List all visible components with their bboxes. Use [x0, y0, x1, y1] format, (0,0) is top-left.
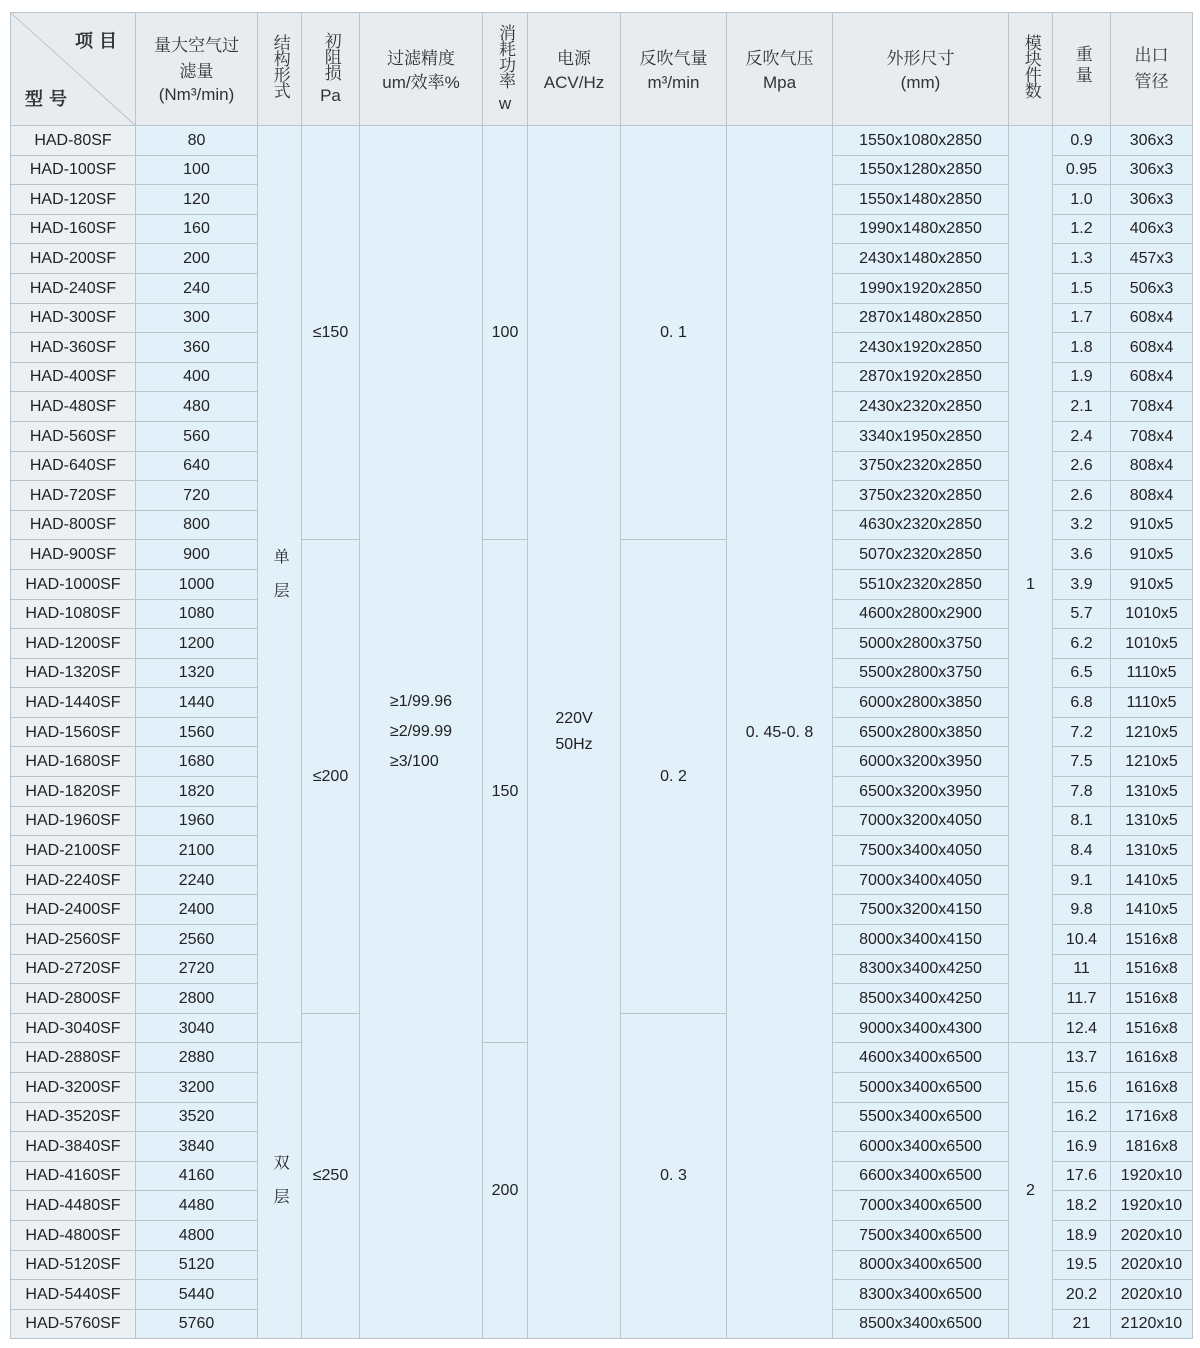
cell-weight: 18.9: [1053, 1220, 1111, 1250]
cell-flow: 2560: [136, 925, 258, 955]
cell-size: 3340x1950x2850: [833, 421, 1009, 451]
cell-weight: 16.2: [1053, 1102, 1111, 1132]
merged-resistance: [302, 540, 360, 1014]
cell-outlet: 1920x10: [1111, 1191, 1193, 1221]
cell-weight: 15.6: [1053, 1073, 1111, 1103]
cell-model: HAD-800SF: [11, 510, 136, 540]
precision-1-label: ≥1/99.96: [389, 693, 453, 711]
cell-outlet: 1010x5: [1111, 599, 1193, 629]
cell-weight: 6.2: [1053, 629, 1111, 659]
cell-weight: 7.5: [1053, 747, 1111, 777]
merged-blowvol: [621, 540, 727, 1014]
cell-weight: 1.8: [1053, 333, 1111, 363]
cell-model: HAD-720SF: [11, 481, 136, 511]
cell-size: 8000x3400x4150: [833, 925, 1009, 955]
merged-modules: [1009, 1043, 1053, 1339]
cell-size: 5000x2800x3750: [833, 629, 1009, 659]
cell-model: HAD-1440SF: [11, 688, 136, 718]
header-structure: 结构形式: [258, 13, 302, 126]
cell-flow: 2400: [136, 895, 258, 925]
cell-flow: 1320: [136, 658, 258, 688]
cell-size: 4600x3400x6500: [833, 1043, 1009, 1073]
cell-outlet: 708x4: [1111, 421, 1193, 451]
cell-model: HAD-2240SF: [11, 865, 136, 895]
cell-size: 5000x3400x6500: [833, 1073, 1009, 1103]
cell-weight: 2.6: [1053, 481, 1111, 511]
cell-size: 3750x2320x2850: [833, 451, 1009, 481]
cell-outlet: 1210x5: [1111, 747, 1193, 777]
cell-outlet: 2020x10: [1111, 1220, 1193, 1250]
cell-weight: 6.8: [1053, 688, 1111, 718]
merged-precision: [360, 126, 483, 1339]
cell-model: HAD-4160SF: [11, 1161, 136, 1191]
cell-outlet: 910x5: [1111, 510, 1193, 540]
cell-model: HAD-200SF: [11, 244, 136, 274]
cell-size: 7500x3400x6500: [833, 1220, 1009, 1250]
cell-flow: 720: [136, 481, 258, 511]
cell-model: HAD-3840SF: [11, 1132, 136, 1162]
cell-weight: 1.7: [1053, 303, 1111, 333]
cell-size: 6600x3400x6500: [833, 1161, 1009, 1191]
cell-flow: 300: [136, 303, 258, 333]
cell-weight: 9.1: [1053, 865, 1111, 895]
cell-flow: 4480: [136, 1191, 258, 1221]
cell-outlet: 1410x5: [1111, 895, 1193, 925]
cell-flow: 80: [136, 126, 258, 156]
cell-size: 2870x1920x2850: [833, 362, 1009, 392]
cell-flow: 1560: [136, 717, 258, 747]
cell-outlet: 608x4: [1111, 362, 1193, 392]
cell-flow: 3200: [136, 1073, 258, 1103]
cell-weight: 9.8: [1053, 895, 1111, 925]
cell-weight: 0.9: [1053, 126, 1111, 156]
blow-volume-1-label: 0. 1: [660, 324, 687, 342]
cell-flow: 560: [136, 421, 258, 451]
cell-outlet: 2020x10: [1111, 1250, 1193, 1280]
cell-weight: 6.5: [1053, 658, 1111, 688]
cell-size: 8500x3400x6500: [833, 1309, 1009, 1339]
cell-model: HAD-1000SF: [11, 569, 136, 599]
cell-model: HAD-300SF: [11, 303, 136, 333]
cell-outlet: 1516x8: [1111, 954, 1193, 984]
power-2-label: 150: [491, 782, 519, 800]
header-blow-volume: 反吹气量 m³/min: [621, 13, 727, 126]
cell-model: HAD-5120SF: [11, 1250, 136, 1280]
cell-model: HAD-4800SF: [11, 1220, 136, 1250]
cell-size: 6000x3200x3950: [833, 747, 1009, 777]
cell-weight: 12.4: [1053, 1013, 1111, 1043]
cell-weight: 11: [1053, 954, 1111, 984]
cell-model: HAD-120SF: [11, 185, 136, 215]
header-modules: 模块件数: [1009, 13, 1053, 126]
power-1-label: 100: [491, 324, 519, 342]
cell-size: 6000x2800x3850: [833, 688, 1009, 718]
header-row: [11, 13, 1193, 126]
cell-model: HAD-560SF: [11, 421, 136, 451]
spec-table: [10, 12, 1193, 1339]
cell-outlet: 1920x10: [1111, 1161, 1193, 1191]
cell-size: 7000x3200x4050: [833, 806, 1009, 836]
cell-weight: 1.5: [1053, 273, 1111, 303]
cell-model: HAD-1680SF: [11, 747, 136, 777]
cell-size: 2430x1480x2850: [833, 244, 1009, 274]
cell-model: HAD-2100SF: [11, 836, 136, 866]
precision-2-label: ≥2/99.99: [389, 723, 453, 741]
modules-2-label: 2: [1026, 1182, 1035, 1200]
cell-model: HAD-80SF: [11, 126, 136, 156]
cell-model: HAD-2720SF: [11, 954, 136, 984]
cell-flow: 1820: [136, 777, 258, 807]
cell-model: HAD-1960SF: [11, 806, 136, 836]
cell-weight: 8.4: [1053, 836, 1111, 866]
power-3-label: 200: [491, 1182, 519, 1200]
cell-weight: 1.0: [1053, 185, 1111, 215]
cell-weight: 13.7: [1053, 1043, 1111, 1073]
cell-outlet: 1210x5: [1111, 717, 1193, 747]
cell-size: 1550x1080x2850: [833, 126, 1009, 156]
cell-flow: 160: [136, 214, 258, 244]
header-corner: [11, 13, 136, 126]
cell-flow: 5760: [136, 1309, 258, 1339]
cell-model: HAD-360SF: [11, 333, 136, 363]
cell-flow: 2100: [136, 836, 258, 866]
merged-structure: [258, 126, 302, 1043]
cell-flow: 1960: [136, 806, 258, 836]
cell-flow: 4160: [136, 1161, 258, 1191]
cell-size: 7000x3400x4050: [833, 865, 1009, 895]
cell-model: HAD-5440SF: [11, 1280, 136, 1310]
cell-outlet: 1716x8: [1111, 1102, 1193, 1132]
cell-flow: 1080: [136, 599, 258, 629]
cell-outlet: 1616x8: [1111, 1043, 1193, 1073]
cell-weight: 5.7: [1053, 599, 1111, 629]
cell-model: HAD-1200SF: [11, 629, 136, 659]
modules-1-label: 1: [1026, 575, 1035, 593]
precision-3-label: ≥3/100: [389, 753, 439, 771]
merged-power: [483, 540, 528, 1043]
cell-size: 5500x3400x6500: [833, 1102, 1009, 1132]
cell-weight: 1.2: [1053, 214, 1111, 244]
cell-flow: 2880: [136, 1043, 258, 1073]
cell-flow: 100: [136, 155, 258, 185]
header-project: 项目: [75, 31, 123, 51]
cell-outlet: 306x3: [1111, 155, 1193, 185]
merged-structure: [258, 1043, 302, 1339]
cell-weight: 17.6: [1053, 1161, 1111, 1191]
cell-weight: 7.2: [1053, 717, 1111, 747]
cell-size: 1990x1480x2850: [833, 214, 1009, 244]
header-blow-pressure: 反吹气压 Mpa: [727, 13, 833, 126]
structure-single-label: 单层: [271, 547, 289, 616]
cell-outlet: 910x5: [1111, 540, 1193, 570]
cell-outlet: 910x5: [1111, 569, 1193, 599]
cell-weight: 11.7: [1053, 984, 1111, 1014]
resistance-2-label: ≤200: [312, 767, 349, 785]
merged-power: [483, 126, 528, 540]
cell-model: HAD-2560SF: [11, 925, 136, 955]
cell-outlet: 1410x5: [1111, 865, 1193, 895]
header-outlet: 出口管径: [1111, 13, 1193, 126]
cell-flow: 2240: [136, 865, 258, 895]
cell-model: HAD-3520SF: [11, 1102, 136, 1132]
blow-volume-2-label: 0. 2: [660, 767, 687, 785]
header-size: 外形尺寸 (mm): [833, 13, 1009, 126]
cell-model: HAD-4480SF: [11, 1191, 136, 1221]
cell-size: 7500x3200x4150: [833, 895, 1009, 925]
cell-weight: 18.2: [1053, 1191, 1111, 1221]
cell-flow: 240: [136, 273, 258, 303]
cell-model: HAD-1080SF: [11, 599, 136, 629]
cell-flow: 200: [136, 244, 258, 274]
merged-blowpres: [727, 126, 833, 1339]
cell-outlet: 1010x5: [1111, 629, 1193, 659]
table-body: [11, 126, 1193, 1339]
cell-outlet: 2020x10: [1111, 1280, 1193, 1310]
cell-size: 4630x2320x2850: [833, 510, 1009, 540]
cell-model: HAD-240SF: [11, 273, 136, 303]
cell-weight: 2.4: [1053, 421, 1111, 451]
cell-outlet: 1310x5: [1111, 806, 1193, 836]
voltage-label: 220V: [555, 710, 593, 728]
cell-outlet: 1516x8: [1111, 1013, 1193, 1043]
merged-blowvol: [621, 1013, 727, 1339]
merged-resistance: [302, 1013, 360, 1339]
cell-size: 8000x3400x6500: [833, 1250, 1009, 1280]
frequency-label: 50Hz: [555, 736, 593, 754]
cell-model: HAD-5760SF: [11, 1309, 136, 1339]
cell-weight: 1.9: [1053, 362, 1111, 392]
cell-model: HAD-1820SF: [11, 777, 136, 807]
cell-outlet: 306x3: [1111, 185, 1193, 215]
cell-outlet: 708x4: [1111, 392, 1193, 422]
cell-weight: 0.95: [1053, 155, 1111, 185]
cell-size: 1990x1920x2850: [833, 273, 1009, 303]
cell-flow: 2800: [136, 984, 258, 1014]
cell-size: 4600x2800x2900: [833, 599, 1009, 629]
cell-size: 6500x2800x3850: [833, 717, 1009, 747]
header-weight: 重量: [1053, 13, 1111, 126]
cell-flow: 5120: [136, 1250, 258, 1280]
cell-size: 2430x1920x2850: [833, 333, 1009, 363]
cell-weight: 21: [1053, 1309, 1111, 1339]
cell-outlet: 808x4: [1111, 451, 1193, 481]
cell-size: 7500x3400x4050: [833, 836, 1009, 866]
cell-weight: 20.2: [1053, 1280, 1111, 1310]
cell-outlet: 808x4: [1111, 481, 1193, 511]
cell-flow: 5440: [136, 1280, 258, 1310]
cell-flow: 120: [136, 185, 258, 215]
resistance-1-label: ≤150: [312, 324, 349, 342]
cell-flow: 480: [136, 392, 258, 422]
header-power: 消耗功率 w: [483, 13, 528, 126]
merged-power: [483, 1043, 528, 1339]
cell-weight: 1.3: [1053, 244, 1111, 274]
cell-weight: 16.9: [1053, 1132, 1111, 1162]
cell-outlet: 608x4: [1111, 333, 1193, 363]
cell-flow: 360: [136, 333, 258, 363]
cell-size: 2870x1480x2850: [833, 303, 1009, 333]
table-row: [11, 126, 1193, 156]
cell-flow: 3520: [136, 1102, 258, 1132]
cell-outlet: 1616x8: [1111, 1073, 1193, 1103]
cell-flow: 1000: [136, 569, 258, 599]
blow-pressure-label: 0. 45-0. 8: [745, 723, 814, 741]
cell-model: HAD-2400SF: [11, 895, 136, 925]
header-precision: 过滤精度 um/效率%: [360, 13, 483, 126]
cell-outlet: 1816x8: [1111, 1132, 1193, 1162]
cell-size: 8500x3400x4250: [833, 984, 1009, 1014]
cell-flow: 3840: [136, 1132, 258, 1162]
cell-flow: 2720: [136, 954, 258, 984]
merged-modules: [1009, 126, 1053, 1043]
cell-size: 8300x3400x6500: [833, 1280, 1009, 1310]
cell-model: HAD-3040SF: [11, 1013, 136, 1043]
cell-weight: 2.6: [1053, 451, 1111, 481]
cell-flow: 640: [136, 451, 258, 481]
cell-size: 5500x2800x3750: [833, 658, 1009, 688]
cell-model: HAD-640SF: [11, 451, 136, 481]
cell-model: HAD-900SF: [11, 540, 136, 570]
merged-blowvol: [621, 126, 727, 540]
cell-flow: 3040: [136, 1013, 258, 1043]
cell-model: HAD-400SF: [11, 362, 136, 392]
cell-size: 1550x1280x2850: [833, 155, 1009, 185]
cell-model: HAD-2880SF: [11, 1043, 136, 1073]
cell-flow: 800: [136, 510, 258, 540]
cell-size: 8300x3400x4250: [833, 954, 1009, 984]
cell-weight: 2.1: [1053, 392, 1111, 422]
merged-supply: [528, 126, 621, 1339]
cell-model: HAD-1560SF: [11, 717, 136, 747]
cell-model: HAD-3200SF: [11, 1073, 136, 1103]
cell-weight: 3.9: [1053, 569, 1111, 599]
cell-size: 2430x2320x2850: [833, 392, 1009, 422]
cell-model: HAD-480SF: [11, 392, 136, 422]
cell-model: HAD-1320SF: [11, 658, 136, 688]
header-flow: 量大空气过滤量 (Nm³/min): [136, 13, 258, 126]
cell-flow: 1200: [136, 629, 258, 659]
cell-flow: 400: [136, 362, 258, 392]
structure-double-label: 双层: [271, 1154, 289, 1223]
cell-outlet: 1110x5: [1111, 688, 1193, 718]
blow-volume-3-label: 0. 3: [660, 1167, 687, 1185]
cell-size: 7000x3400x6500: [833, 1191, 1009, 1221]
cell-outlet: 1516x8: [1111, 984, 1193, 1014]
cell-size: 3750x2320x2850: [833, 481, 1009, 511]
cell-flow: 1440: [136, 688, 258, 718]
header-power-supply: 电源 ACV/Hz: [528, 13, 621, 126]
cell-flow: 4800: [136, 1220, 258, 1250]
cell-model: HAD-100SF: [11, 155, 136, 185]
cell-outlet: 1110x5: [1111, 658, 1193, 688]
cell-flow: 900: [136, 540, 258, 570]
cell-outlet: 406x3: [1111, 214, 1193, 244]
header-model: 型号: [25, 89, 73, 110]
resistance-3-label: ≤250: [312, 1167, 349, 1185]
cell-outlet: 1310x5: [1111, 777, 1193, 807]
cell-outlet: 457x3: [1111, 244, 1193, 274]
merged-resistance: [302, 126, 360, 540]
cell-outlet: 1310x5: [1111, 836, 1193, 866]
cell-flow: 1680: [136, 747, 258, 777]
cell-outlet: 2120x10: [1111, 1309, 1193, 1339]
header-resistance: 初阻损 Pa: [302, 13, 360, 126]
cell-size: 9000x3400x4300: [833, 1013, 1009, 1043]
cell-weight: 10.4: [1053, 925, 1111, 955]
cell-model: HAD-2800SF: [11, 984, 136, 1014]
cell-outlet: 506x3: [1111, 273, 1193, 303]
cell-size: 6500x3200x3950: [833, 777, 1009, 807]
cell-weight: 19.5: [1053, 1250, 1111, 1280]
cell-outlet: 1516x8: [1111, 925, 1193, 955]
cell-outlet: 608x4: [1111, 303, 1193, 333]
cell-size: 5070x2320x2850: [833, 540, 1009, 570]
cell-model: HAD-160SF: [11, 214, 136, 244]
cell-weight: 7.8: [1053, 777, 1111, 807]
cell-size: 1550x1480x2850: [833, 185, 1009, 215]
cell-size: 5510x2320x2850: [833, 569, 1009, 599]
cell-weight: 8.1: [1053, 806, 1111, 836]
cell-weight: 3.2: [1053, 510, 1111, 540]
cell-size: 6000x3400x6500: [833, 1132, 1009, 1162]
cell-weight: 3.6: [1053, 540, 1111, 570]
cell-outlet: 306x3: [1111, 126, 1193, 156]
